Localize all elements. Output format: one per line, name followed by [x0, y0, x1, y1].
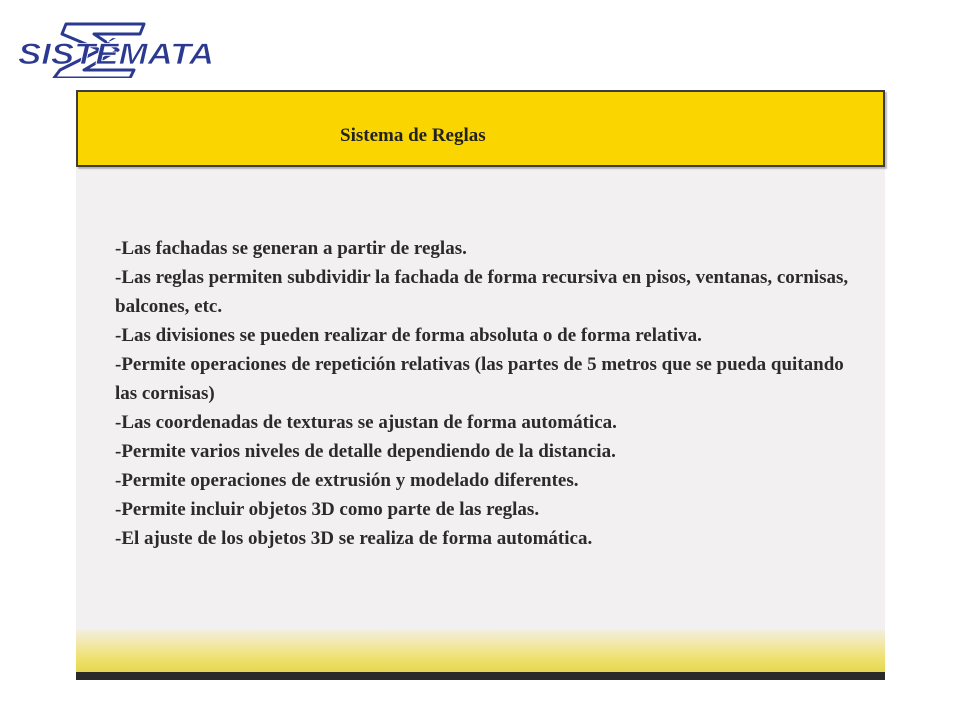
sistemata-logo-graphic — [14, 20, 220, 78]
sistemata-logo — [14, 20, 220, 78]
bullet-line: -Las coordenadas de texturas se ajustan de forma automática. — [115, 412, 617, 433]
bullet-line: -Permite operaciones de extrusión y modelado diferentes. — [115, 470, 579, 491]
bullet-line: -Las fachadas se generan a partir de reglas. — [115, 238, 467, 259]
slide-title: Sistema de Reglas — [340, 125, 486, 146]
bullet-line: -Las divisiones se pueden realizar de forma absoluta o de forma relativa. — [115, 325, 702, 346]
bullet-line: -Permite varios niveles de detalle dependiendo de la distancia. — [115, 441, 616, 462]
footer-gradient-band — [76, 630, 885, 672]
title-bar — [76, 90, 885, 167]
slide-panel — [76, 90, 885, 680]
bullet-line: -Permite operaciones de repetición relativas (las partes de 5 metros que se pueda quitando las cornisas) — [115, 354, 844, 404]
bullet-line: -Las reglas permiten subdividir la fachada de forma recursiva en pisos, ventanas, cornisas, balcones, etc. — [115, 267, 849, 317]
bullet-list — [115, 234, 855, 553]
footer-bar — [76, 672, 885, 680]
logo-wordmark: SISTÉMATA — [18, 38, 187, 71]
bullet-line: -Permite incluir objetos 3D como parte de las reglas. — [115, 499, 540, 520]
bullet-line: -El ajuste de los objetos 3D se realiza de forma automática. — [115, 528, 593, 549]
